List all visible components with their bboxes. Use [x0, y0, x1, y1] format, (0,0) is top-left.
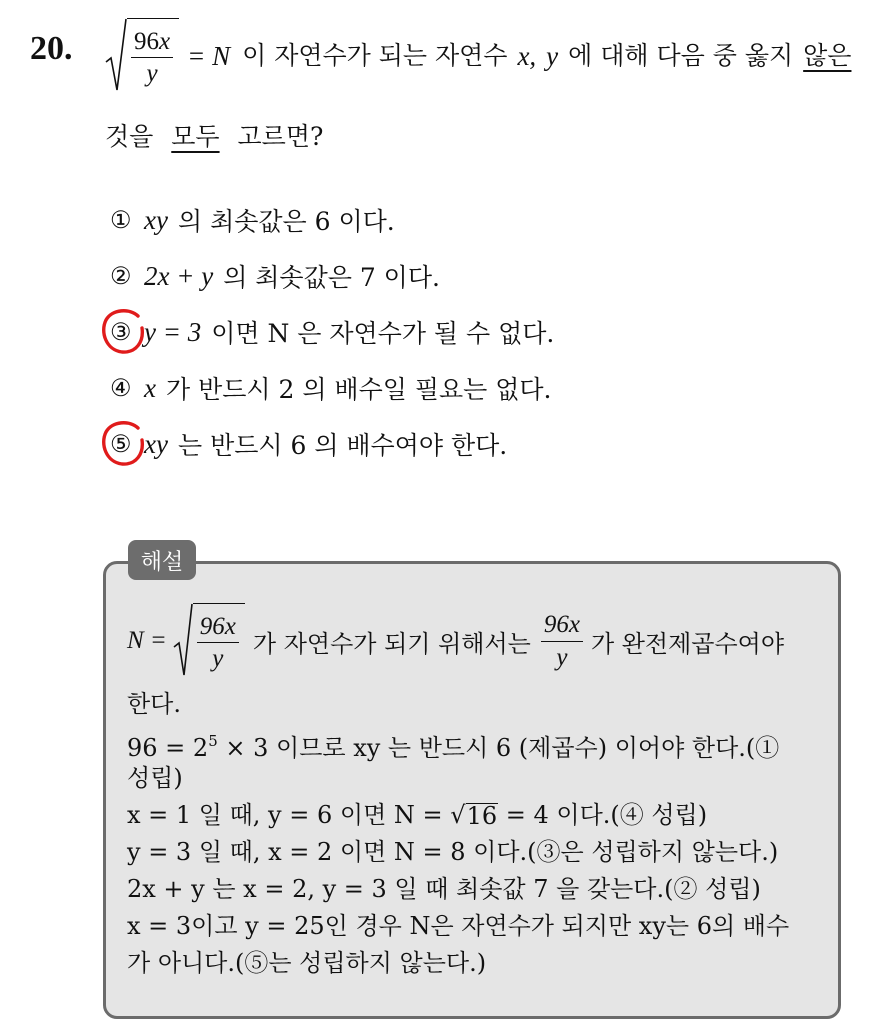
stem-text-2: 에 대해 다음 중 옳지	[568, 41, 794, 70]
solution-line-9: 가 아니다.(⑤는 성립하지 않는다.)	[127, 949, 487, 977]
solution-text-2: 가 완전제곱수여야	[590, 629, 785, 658]
solution-line-4: 성립)	[127, 764, 183, 792]
option-math: xy	[144, 428, 168, 459]
radical-sign	[105, 18, 127, 94]
solution-N-equals: N =	[127, 627, 167, 654]
solution-line-6: y = 3 일 때, x = 2 이면 N = 8 이다.(③은 성립하지 않는다.)	[127, 838, 779, 866]
option-math: xy	[144, 204, 168, 235]
option-2[interactable]	[110, 248, 554, 304]
var-x: x,	[517, 41, 537, 71]
solution-line-3: $96 = 2^5 \times 3$ 이므로 xy 는 반드시 6 (제곱수) 이어야 한다.(①	[127, 732, 780, 762]
solution-fraction-1: $\frac{96x}{y}$	[197, 613, 239, 673]
solution-line-5: x = 1 일 때, y = 6 이면 N = √ 16 = 4 이다.(④ 성립)	[127, 797, 832, 834]
stem-text-3: 것을	[105, 122, 154, 151]
question-line-1	[105, 18, 875, 94]
solution-sqrt	[173, 603, 245, 679]
option-mark: ②	[110, 262, 132, 290]
option-mark: ⑤	[110, 430, 132, 458]
solution-line-8: x = 3이고 y = 25인 경우 N은 자연수가 되지만 xy는 6의 배수	[127, 912, 790, 940]
var-y: y	[546, 41, 559, 71]
option-text: 이면 N 은 자연수가 될 수 없다.	[211, 319, 555, 348]
solution-text-1: 가 자연수가 되기 위해서는	[252, 629, 531, 658]
solution-content	[127, 596, 832, 982]
options-list	[110, 192, 554, 472]
solution-badge: 해설	[128, 540, 196, 580]
sqrt-16: √ 16	[450, 801, 498, 830]
solution-fraction-2: $\frac{96x}{y}$	[541, 611, 583, 671]
option-text: 가 반드시 2 의 배수일 필요는 없다.	[165, 375, 552, 404]
question-fraction: $\frac{96x}{y}$	[131, 28, 173, 88]
option-mark: ①	[110, 206, 132, 234]
option-mark: ③	[110, 318, 132, 346]
stem-text-4: 고르면?	[237, 122, 324, 151]
option-5[interactable]	[110, 416, 554, 472]
option-4[interactable]	[110, 360, 554, 416]
option-1[interactable]	[110, 192, 554, 248]
radical-sign	[173, 603, 193, 679]
solution-line-2: 한다.	[127, 690, 181, 718]
option-text: 는 반드시 6 의 배수여야 한다.	[177, 431, 508, 460]
option-3[interactable]	[110, 304, 554, 360]
question-line-2	[105, 102, 875, 172]
option-math: 2x + y	[144, 260, 214, 291]
option-text: 의 최솟값은 6 이다.	[177, 207, 395, 236]
solution-line-7: 2x + y 는 x = 2, y = 3 일 때 최솟값 7 을 갖는다.(② 성립)	[127, 875, 761, 903]
option-mark: ④	[110, 374, 132, 402]
option-math: y = 3	[144, 316, 202, 347]
solution-line-1	[127, 596, 832, 686]
underlined-all: 모두	[171, 122, 220, 151]
equals-N: = N	[187, 41, 231, 71]
underlined-not: 않은	[803, 41, 852, 70]
question-stem	[105, 18, 875, 172]
question-number: 20.	[30, 30, 73, 67]
option-math: x	[144, 372, 156, 403]
stem-text-1: 이 자연수가 되는 자연수	[242, 41, 508, 70]
option-text: 의 최솟값은 7 이다.	[223, 263, 440, 292]
sqrt-expression	[105, 18, 179, 94]
